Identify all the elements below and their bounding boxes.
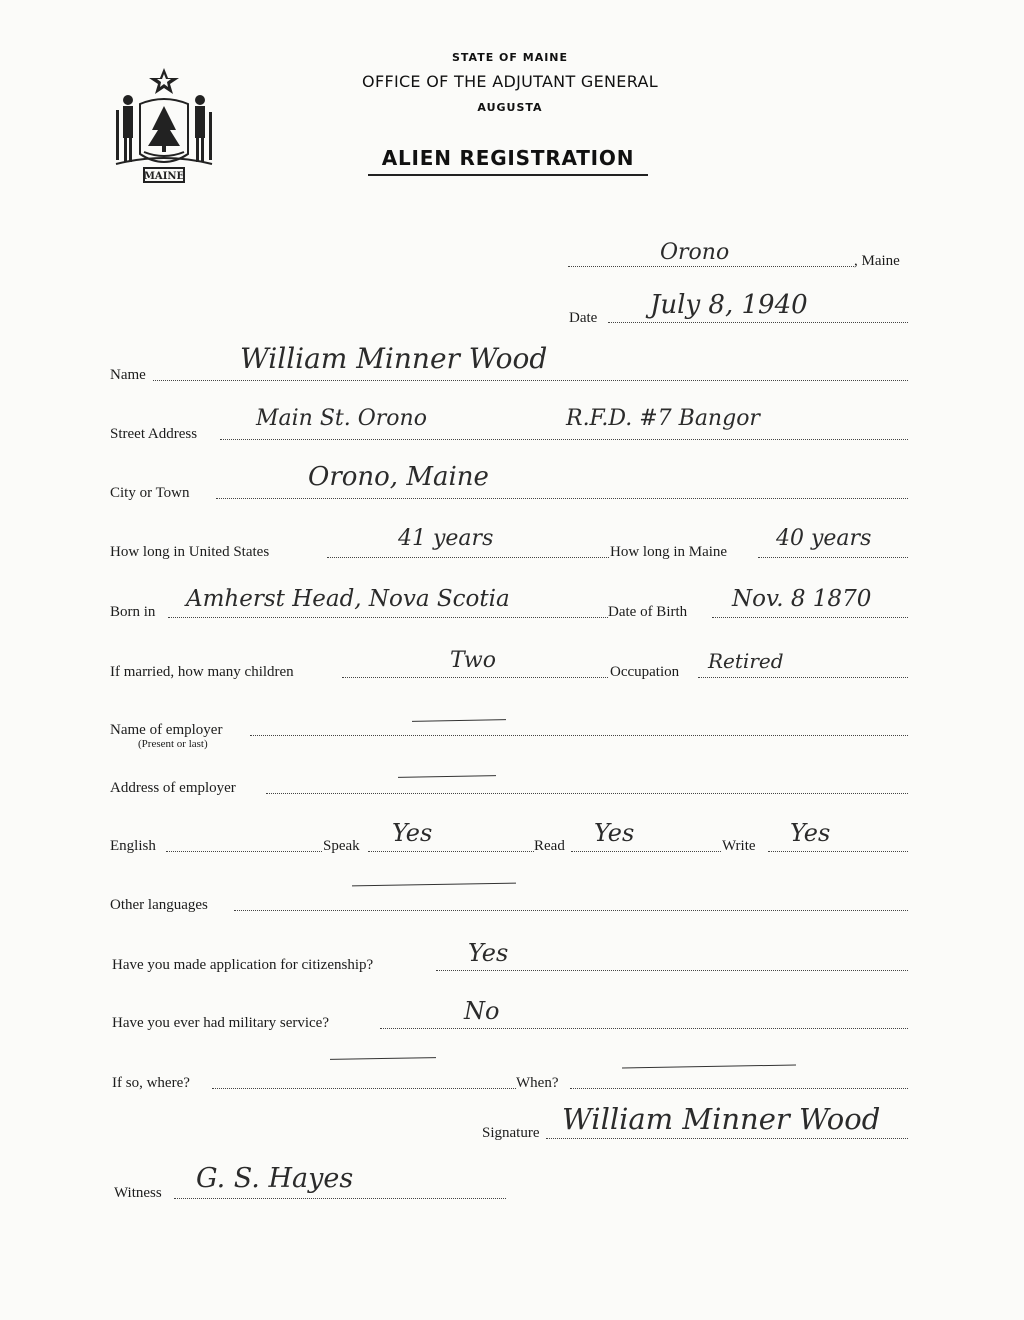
street-address-value-1: Main St. Orono	[256, 406, 427, 431]
date-label: Date	[569, 310, 598, 326]
when-dash	[622, 1064, 796, 1068]
military-label: Have you ever had military service?	[112, 1015, 329, 1031]
write-value: Yes	[790, 819, 831, 847]
where-label: If so, where?	[112, 1075, 190, 1091]
where-line	[212, 1088, 516, 1089]
speak-label: Speak	[323, 838, 360, 854]
children-value: Two	[450, 648, 496, 673]
date-of-birth-value: Nov. 8 1870	[732, 586, 872, 612]
employer-address-label: Address of employer	[110, 780, 236, 796]
maine-state-seal-icon	[112, 66, 216, 186]
state-heading: STATE OF MAINE	[451, 51, 569, 64]
how-long-maine-value: 40 years	[776, 526, 872, 551]
military-line	[380, 1028, 908, 1029]
name-line	[153, 380, 908, 381]
signature-label: Signature	[482, 1125, 540, 1141]
place-suffix-label: , Maine	[854, 253, 900, 269]
street-address-label: Street Address	[110, 426, 198, 442]
how-long-maine-label: How long in Maine	[610, 544, 728, 560]
where-dash	[330, 1057, 436, 1060]
when-label: When?	[516, 1075, 559, 1091]
english-label: English	[110, 838, 156, 854]
citizenship-line	[436, 970, 908, 971]
write-label: Write	[722, 838, 756, 854]
english-line	[166, 851, 322, 852]
date-value: July 8, 1940	[650, 290, 808, 320]
name-value: William Minner Wood	[240, 342, 548, 375]
read-label: Read	[534, 838, 565, 854]
place-value: Orono	[660, 240, 730, 265]
how-long-us-value: 41 years	[398, 526, 494, 551]
street-address-line	[220, 439, 908, 440]
employer-address-dash	[398, 775, 496, 778]
read-line	[571, 851, 721, 852]
occupation-line	[698, 677, 908, 678]
date-of-birth-label: Date of Birth	[608, 604, 688, 620]
seal-label: MAINE	[143, 171, 185, 182]
city-heading: AUGUSTA	[477, 101, 543, 114]
city-or-town-value: Orono, Maine	[308, 462, 489, 492]
speak-line	[368, 851, 534, 852]
children-label: If married, how many children	[110, 664, 294, 680]
employer-address-line	[266, 793, 908, 794]
other-languages-label: Other languages	[110, 897, 208, 913]
employer-name-line	[250, 735, 908, 736]
how-long-us-label: How long in United States	[110, 544, 270, 560]
citizenship-label: Have you made application for citizenship?	[112, 957, 374, 973]
title-underline	[368, 174, 648, 176]
witness-line	[174, 1198, 506, 1199]
children-line	[342, 677, 608, 678]
name-label: Name	[110, 367, 146, 383]
occupation-label: Occupation	[610, 664, 680, 680]
speak-value: Yes	[392, 819, 433, 847]
how-long-us-line	[327, 557, 609, 558]
signature-value: William Minner Wood	[562, 1102, 881, 1136]
employer-name-sublabel: (Present or last)	[138, 738, 208, 750]
write-line	[768, 851, 908, 852]
citizenship-value: Yes	[468, 939, 509, 967]
signature-line	[546, 1138, 908, 1139]
employer-name-label: Name of employer	[110, 722, 223, 738]
read-value: Yes	[594, 819, 635, 847]
city-or-town-line	[216, 498, 908, 499]
office-heading: OFFICE OF THE ADJUTANT GENERAL	[362, 72, 658, 91]
other-languages-line	[234, 910, 908, 911]
city-or-town-label: City or Town	[110, 485, 190, 501]
military-value: No	[464, 997, 500, 1025]
street-address-value-2: R.F.D. #7 Bangor	[566, 406, 760, 431]
form-title: ALIEN REGISTRATION	[381, 146, 635, 170]
date-line	[608, 322, 908, 323]
employer-name-dash	[412, 719, 506, 722]
when-line	[570, 1088, 908, 1089]
how-long-maine-line	[758, 557, 908, 558]
witness-value: G. S. Hayes	[196, 1163, 354, 1194]
born-in-line	[168, 617, 608, 618]
other-languages-dash	[352, 883, 516, 887]
born-in-label: Born in	[110, 604, 156, 620]
witness-label: Witness	[114, 1185, 162, 1201]
occupation-value: Retired	[708, 649, 784, 673]
born-in-value: Amherst Head, Nova Scotia	[186, 586, 510, 612]
date-of-birth-line	[712, 617, 908, 618]
